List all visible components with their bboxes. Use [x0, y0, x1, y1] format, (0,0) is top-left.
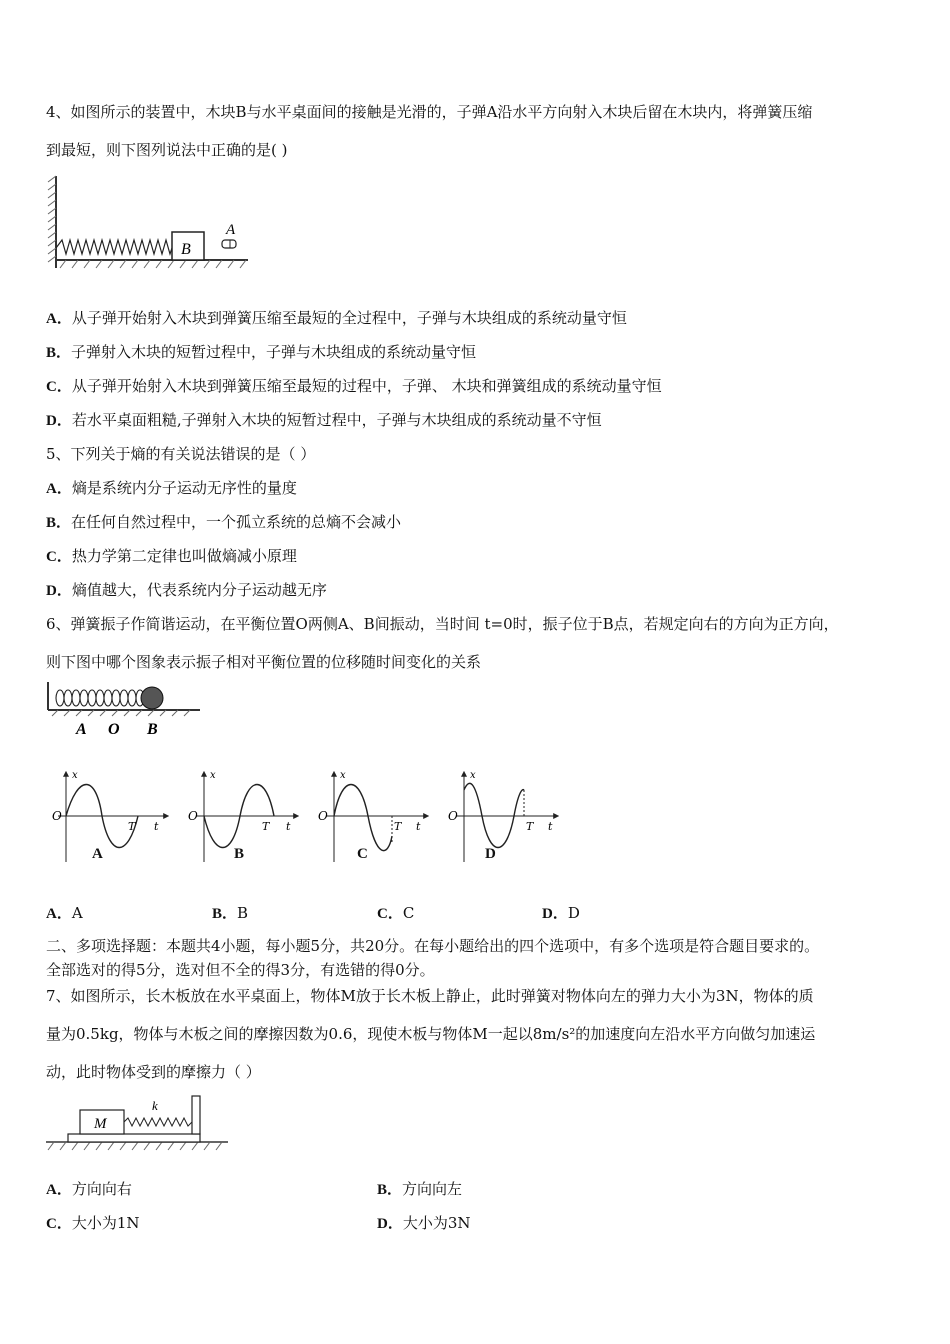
- q6-option-d: D．D: [542, 904, 580, 922]
- q7-stem-line3: 动，此时物体受到的摩擦力（ ）: [46, 1063, 261, 1081]
- q7-option-b: B．方向向左: [377, 1180, 463, 1198]
- q7-spring-label: k: [152, 1098, 158, 1113]
- q4-option-c: C．从子弹开始射入木块到弹簧压缩至最短的过程中，子弹、 木块和弹簧组成的系统动量守恒: [46, 377, 662, 395]
- section2-line1: 二、多项选择题：本题共4小题，每小题5分，共20分。在每小题给出的四个选项中，有多个选项是符合题目要求的。: [46, 937, 820, 955]
- q6-stem-line2: 则下图中哪个图象表示振子相对平衡位置的位移随时间变化的关系: [46, 653, 482, 671]
- q5-option-a: A．熵是系统内分子运动无序性的量度: [46, 479, 297, 497]
- q5-option-c: C．热力学第二定律也叫做熵减小原理: [46, 547, 297, 565]
- svg-text:O: O: [52, 809, 62, 823]
- graph-d: [448, 770, 558, 862]
- graph-a: [52, 770, 168, 862]
- q6-oscillator-figure: [44, 680, 204, 740]
- q4-option-a: A．从子弹开始射入木块到弹簧压缩至最短的全过程中，子弹与木块组成的系统动量守恒: [46, 309, 627, 327]
- svg-text:t: t: [416, 820, 421, 833]
- graph-b-label: B: [234, 846, 245, 862]
- svg-text:T: T: [262, 820, 270, 833]
- q5-option-b: B．在任何自然过程中，一个孤立系统的总熵不会减小: [46, 513, 402, 531]
- q5-stem: 5、下列关于熵的有关说法错误的是（ ）: [46, 445, 316, 463]
- q6-option-a: A．A: [46, 904, 83, 922]
- q4-option-b: B．子弹射入木块的短暂过程中，子弹与木块组成的系统动量守恒: [46, 343, 477, 361]
- q6-point-b-label: B: [147, 721, 158, 738]
- q6-point-o-label: O: [108, 721, 120, 738]
- graph-d-label: D: [485, 846, 496, 862]
- graph-c: [318, 770, 428, 862]
- q6-option-c: C．C: [377, 904, 415, 922]
- svg-text:t: t: [548, 820, 553, 833]
- q7-board-figure: [44, 1092, 234, 1154]
- q4-block-label: B: [181, 241, 191, 258]
- svg-text:x: x: [470, 770, 476, 781]
- q5-option-d: D．熵值越大，代表系统内分子运动越无序: [46, 581, 327, 599]
- svg-text:x: x: [340, 770, 346, 781]
- q7-stem-line2: 量为0.5kg，物体与木板之间的摩擦因数为0.6，现使木板与物体M一起以8m/s²的加速度向左沿水平方向做匀加速运: [46, 1025, 816, 1043]
- svg-text:T: T: [394, 820, 402, 833]
- q6-option-b: B．B: [212, 904, 249, 922]
- q7-block-label: M: [94, 1116, 107, 1132]
- svg-text:O: O: [448, 809, 458, 823]
- q4-bullet-label: A: [226, 222, 236, 238]
- svg-text:x: x: [72, 770, 78, 781]
- q4-option-d: D．若水平桌面粗糙,子弹射入木块的短暂过程中，子弹与木块组成的系统动量不守恒: [46, 411, 602, 429]
- q7-option-d: D．大小为3N: [377, 1214, 471, 1232]
- svg-text:T: T: [526, 820, 534, 833]
- graph-c-label: C: [357, 846, 368, 862]
- q4-spring-block-figure: [44, 172, 254, 272]
- svg-text:O: O: [318, 809, 328, 823]
- q6-stem-line1: 6、弹簧振子作简谐运动，在平衡位置O两侧A、B间振动，当时间 t=0时，振子位于B点，若规定向右的方向为正方向，: [46, 615, 839, 633]
- svg-text:T: T: [128, 820, 136, 833]
- svg-text:t: t: [154, 820, 159, 833]
- svg-text:x: x: [210, 770, 216, 781]
- svg-text:O: O: [188, 809, 198, 823]
- section2-line2: 全部选对的得5分，选对但不全的得3分，有选错的得0分。: [46, 961, 435, 979]
- svg-text:t: t: [286, 820, 291, 833]
- q4-stem-line1: 4、如图所示的装置中，木块B与水平桌面间的接触是光滑的，子弹A沿水平方向射入木块后留在木块内，将弹簧压缩: [46, 103, 813, 121]
- q6-point-a-label: A: [76, 721, 87, 738]
- q7-option-a: A．方向向右: [46, 1180, 132, 1198]
- q7-option-c: C．大小为1N: [46, 1214, 140, 1232]
- q7-stem-line1: 7、如图所示，长木板放在水平桌面上，物体M放于长木板上静止，此时弹簧对物体向左的弹力大小为3N，物体的质: [46, 987, 814, 1005]
- graph-a-label: A: [92, 846, 103, 862]
- q4-stem-line2: 到最短，则下图列说法中正确的是( ): [46, 141, 288, 159]
